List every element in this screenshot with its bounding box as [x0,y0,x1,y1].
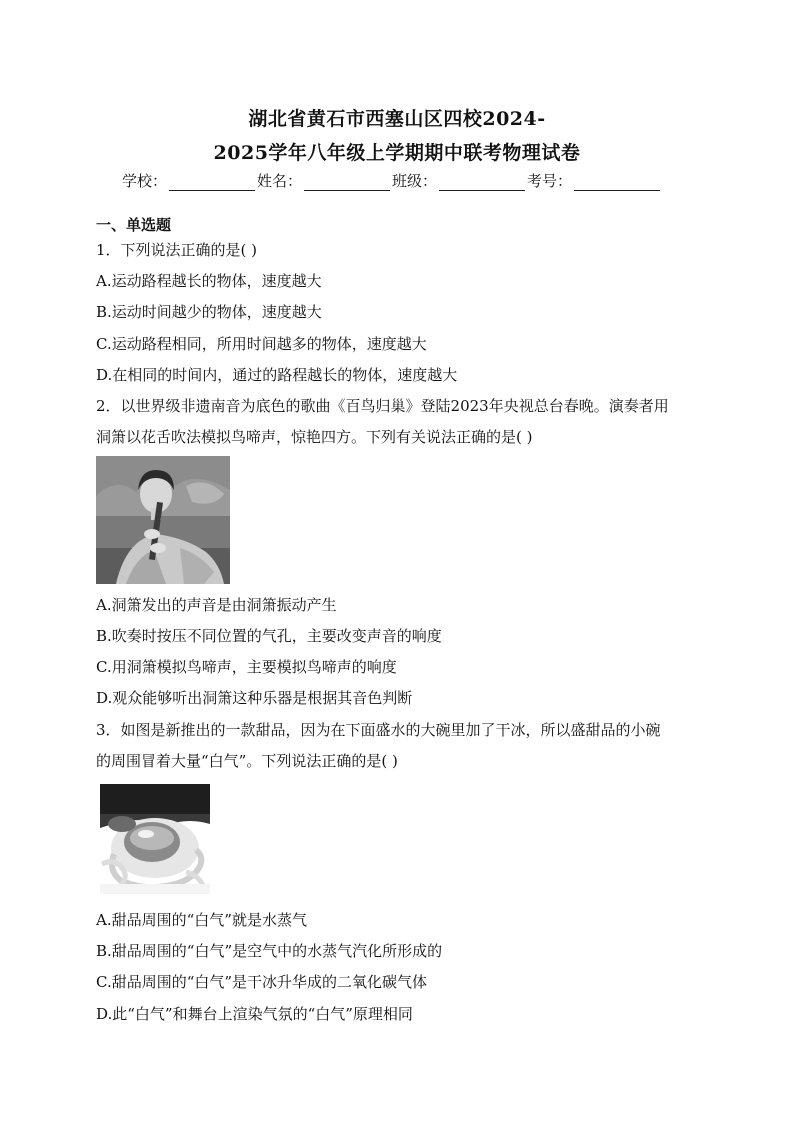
question-1-option-c: C.运动路程相同，所用时间越多的物体，速度越大 [96,335,427,353]
class-label: 班级： [392,172,438,190]
question-1-option-d: D.在相同的时间内，通过的路程越长的物体，速度越大 [96,366,458,384]
exam-number-blank [574,174,660,191]
question-3-option-d: D.此“白气”和舞台上渲染气氛的“白气”原理相同 [96,1005,413,1023]
question-1-option-b: B.运动时间越少的物体，速度越大 [96,303,322,321]
question-3-option-b: B.甜品周围的“白气”是空气中的水蒸气汽化所形成的 [96,942,443,960]
question-3-option-c: C.甜品周围的“白气”是干冰升华成的二氧化碳气体 [96,973,428,991]
question-2-option-b: B.吹奏时按压不同位置的气孔，主要改变声音的响度 [96,627,442,645]
question-2-option-c: C.用洞箫模拟鸟啼声，主要模拟鸟啼声的响度 [96,658,397,676]
question-3-stem-line2: 的周围冒着大量“白气”。下列说法正确的是( ) [96,752,398,770]
name-blank [304,174,390,191]
question-1-stem: 1．下列说法正确的是( ) [96,241,258,259]
question-2-stem-line1: 2．以世界级非遗南音为底色的歌曲《百鸟归巢》登陆2023年央视总台春晚。演奏者用 [96,397,669,415]
question-2-option-a: A.洞箫发出的声音是由洞箫振动产生 [96,596,337,614]
section-title: 一、单选题 [96,216,172,234]
exam-title-line1: 湖北省黄石市西塞山区四校2024- [248,108,546,130]
question-2-stem-line2: 洞箫以花舌吹法模拟鸟啼声，惊艳四方。下列有关说法正确的是( ) [96,428,533,446]
exam-title-line2: 2025学年八年级上学期期中联考物理试卷 [213,142,581,164]
question-1-option-a: A.运动路程越长的物体，速度越大 [96,272,322,290]
flute-player-photo [96,456,230,584]
question-3-option-a: A.甜品周围的“白气”就是水蒸气 [96,911,307,929]
question-2-option-d: D.观众能够听出洞箫这种乐器是根据其音色判断 [96,689,413,707]
school-label: 学校： [122,172,168,190]
dessert-dry-ice-photo [100,784,210,894]
class-blank [439,174,525,191]
exam-number-label: 考号： [527,172,573,190]
student-info-row [122,170,662,191]
name-label: 姓名： [257,172,303,190]
question-3-stem-line1: 3．如图是新推出的一款甜品，因为在下面盛水的大碗里加了干冰，所以盛甜品的小碗 [96,721,661,739]
school-blank [169,174,255,191]
